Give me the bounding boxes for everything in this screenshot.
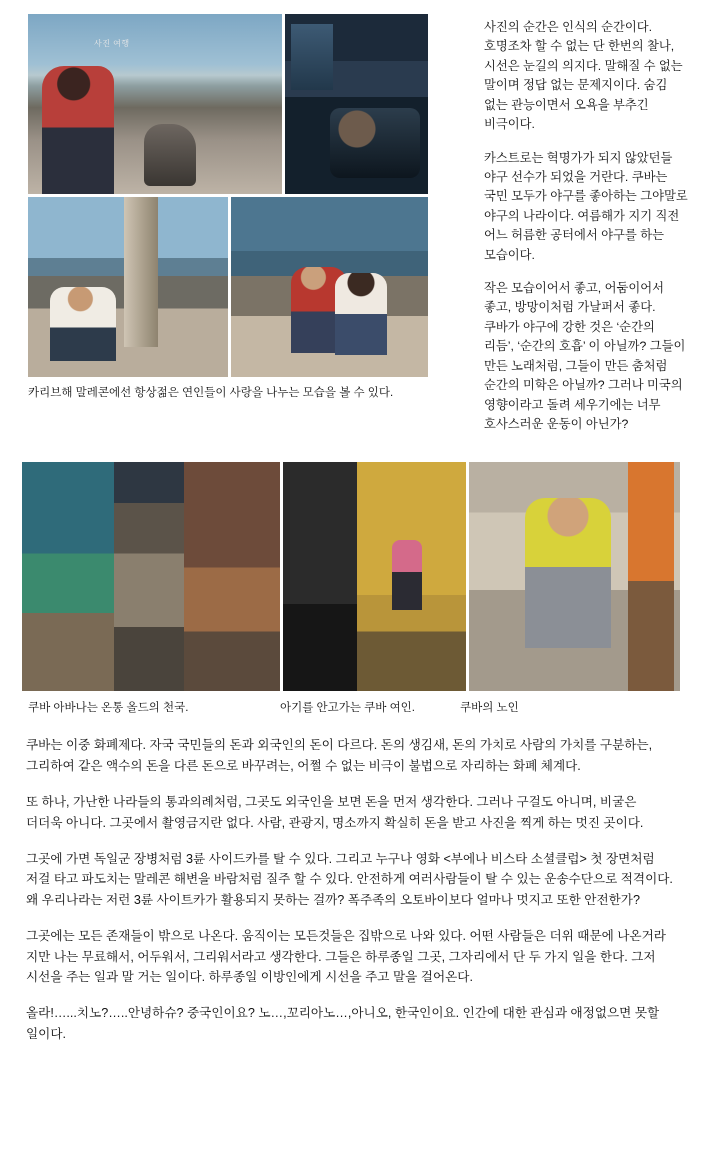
- body-paragraph-1: 쿠바는 이중 화폐제다. 자국 국민들의 돈과 외국인의 돈이 다르다. 돈의 생김새, 돈의 가치로 사람의 가치를 구분하는, 그리하여 같은 액수의 돈을 다른 돈으로 바꾸려는, 어쩔 수 없는 비극이 불법으로 자리하는 화폐 체계다.: [26, 738, 653, 773]
- side-paragraph-3: 작은 모습이어서 좋고, 어둠이어서 좋고, 방망이처럼 가날퍼서 좋다. 쿠바가 야구에 강한 것은 ‘순간의 리듬’, ‘순간의 호흡’ 이 아닐까? 그들이 만든 노래처럼, 그들이 만든 춤처럼 순간의 미학은 아닐까? 그러나 미국의 영향이라고 돌려 세우기에는 너무 호사스러운 운동이 아닌가?: [484, 281, 686, 432]
- article-body: [26, 735, 676, 1044]
- photo-grid-row-1: [28, 14, 428, 194]
- photo-grid-row-2: [28, 197, 428, 377]
- photo-strip: [22, 462, 680, 691]
- photo-woman-with-dog: [28, 14, 282, 194]
- side-paragraph-1: 사진의 순간은 인식의 순간이다. 호명조차 할 수 없는 단 한번의 찰나, 시선은 눈길의 의지다. 말해질 수 없는 말이며 정답 없는 문제지이다. 숨김 없는 관능이면서 오욕을 부추긴 비극이다.: [484, 20, 683, 132]
- photo-watermark: 사진 여행: [94, 39, 130, 48]
- body-paragraph-2: 또 하나, 가난한 나라들의 통과의례처럼, 그곳도 외국인을 보면 돈을 먼저 생각한다. 그러나 구걸도 아니며, 비굴은 더더욱 아니다. 그곳에서 촬영금지란 없다. 사람, 관광지, 명소까지 확실히 돈을 받고 사진을 찍게 하는 멋진 곳이다.: [26, 795, 644, 830]
- photo-old-man-with-fish: [469, 462, 680, 691]
- photo-woman-with-baby: [283, 462, 466, 691]
- photo-couple-on-seawall: [231, 197, 428, 377]
- body-paragraph-5: 올라!…...치노?…..안녕하슈? 중국인이요? 노…,꼬리아노…,아니오, 한국인이요. 인간에 대한 관심과 애정없으면 못할 일이다.: [26, 1006, 660, 1041]
- photo-couple-at-table: [285, 14, 428, 194]
- strip-caption-3: 쿠바의 노인: [460, 702, 519, 715]
- strip-caption-2: 아기를 안고가는 쿠바 여인.: [280, 702, 415, 715]
- photo-grid: [28, 14, 428, 401]
- top-photo-and-text-block: [0, 0, 702, 448]
- photo-couple-by-column: [28, 197, 228, 377]
- body-paragraph-3: 그곳에 가면 독일군 장병처럼 3륜 사이드카를 탈 수 있다. 그리고 누구나 영화 <부에나 비스타 소셜클럽> 첫 장면처럼 저걸 타고 파도치는 말레콘 해변을 바람처럼 질주 할 수 있다. 안전하게 여러사람들이 탈 수 있는 운송수단으로 적격이다. 왜 우리나라는 저런 3륜 사이트카가 활용되지 못하는 걸까? 폭주족의 오토바이보다 얼마나 멋지고 또한 안전한가?: [26, 852, 673, 907]
- strip-caption-1: 쿠바 아바나는 온통 올드의 천국.: [28, 702, 189, 715]
- photo-strip-captions: [22, 699, 680, 719]
- side-paragraph-2: 카스트로는 혁명가가 되지 않았던들 야구 선수가 되었을 거란다. 쿠바는 국민 모두가 야구를 좋아하는 그야말로 야구의 나라이다. 여름해가 지기 직전 어느 허름한 공터에서 야구를 하는 모습이다.: [484, 150, 688, 262]
- body-paragraph-4: 그곳에는 모든 존재들이 밖으로 나온다. 움직이는 모든것들은 집밖으로 나와 있다. 어떤 사람들은 더위 때문에 나온거라 지만 나는 무료해서, 어두워서, 그리워서라고 생각한다. 그들은 하루종일 그곳, 그자리에서 단 두 가지 일을 한다. 그저 시선을 주는 일과 말 거는 일이다. 하루종일 이방인에게 시선을 주고 말을 걸어온다.: [26, 929, 666, 984]
- side-text-column: [428, 14, 688, 448]
- photo-havana-street: [22, 462, 280, 691]
- photo-grid-caption: 카리브해 말레콘에선 항상젊은 연인들이 사랑을 나누는 모습을 볼 수 있다.: [28, 387, 394, 399]
